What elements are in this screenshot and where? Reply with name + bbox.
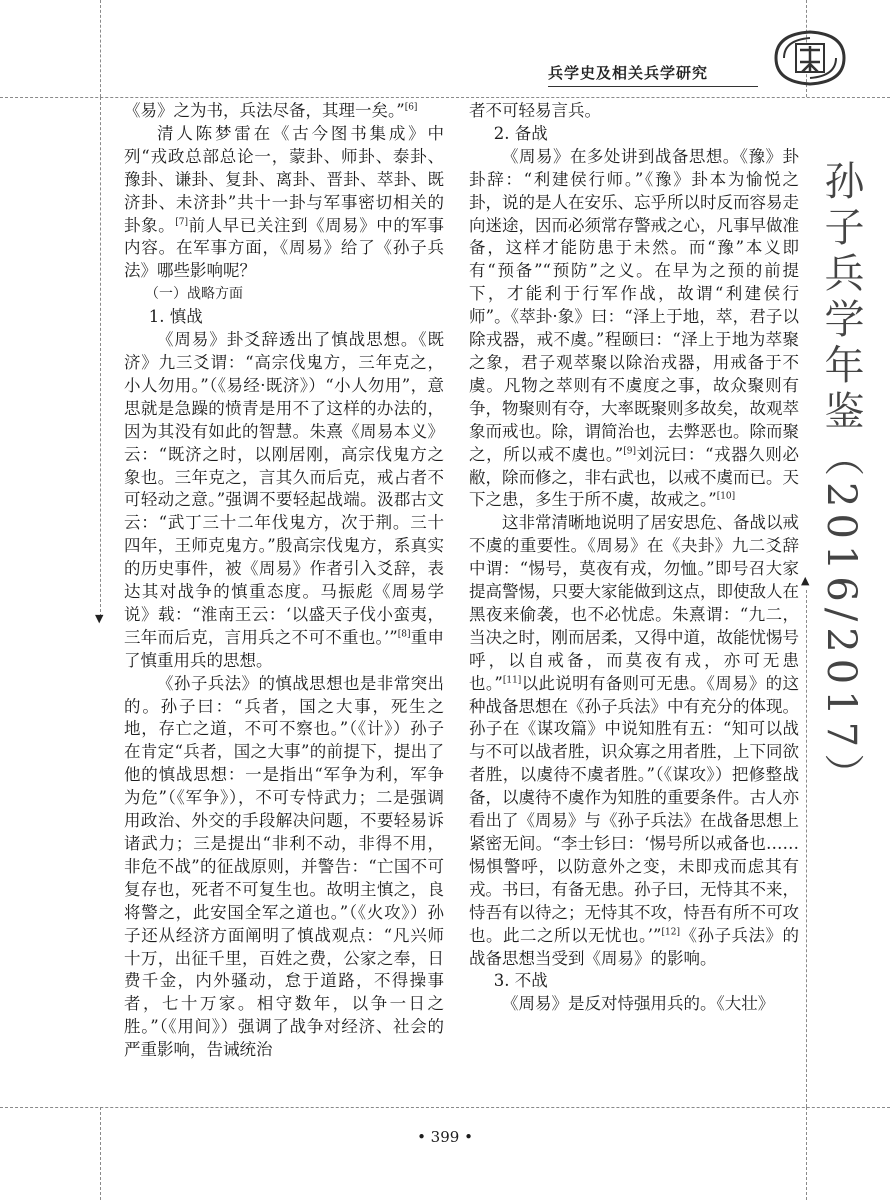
left-column [124,100,444,1062]
subsection-heading: 2. 备战 [493,123,548,143]
yearbook-logo-icon [770,28,850,88]
paragraph: 清人陈梦雷在《古今图书集成》中列“戎政总部总论一，蒙卦、师卦、泰卦、豫卦、谦卦、复卦、离卦、晋卦、萃卦、既济卦、未济卦”共十一卦与军事密切相关的卦象。[7]前人早已关注到《周易》中的军事内容。在军事方面，《周易》给了《孙子兵法》哪些影响呢？ [124,123,445,281]
up-triangle-icon: ▲ [801,574,810,587]
paragraph: 《周易》在多处讲到战备思想。《豫》卦卦辞：“利建侯行师。”《豫》卦本为愉悦之卦，说的是人在安乐、忘乎所以时反而容易走向迷途，因而必须常存警戒之心，凡事早做准备，这样才能防患于未然。而“豫”本义即有“预备”“预防”之义。在早为之预的前提下，才能利于行军作战，故谓“利建侯行师”。《萃卦·象》曰：“泽上于地，萃，君子以除戎器，戒不虞。”程颐曰：“泽上于地为萃聚之象，君子观萃聚以除治戎器，用戒备于不虞。凡物之萃则有不虞度之事，故众聚则有争，物聚则有夺，大率既聚则多故矣，故观萃象而戒也。除，谓简治也，去弊恶也。除而聚之，所以戒不虞也。”[9]刘沅曰：“戎器久则必敝，除而修之，非右武也，以戒不虞而已。天下之患，多生于所不虞，故戒之。”[10] [469,146,800,510]
right-dashed-rule-lower [806,1107,807,1200]
header-rule [548,86,758,87]
running-header: 兵学史及相关兵学研究 [548,64,709,82]
left-margin-guide [100,97,101,617]
paragraph: 《易》之为书，兵法尽备，其理一矣。”[6] [124,101,418,120]
right-column [469,100,799,1016]
paragraph: 这非常清晰地说明了居安思危、备战以戒不虞的重要性。《周易》在《夬卦》九二爻辞中谓：“惕号，莫夜有戎，勿恤。”即号召大家提高警惕，只要大家能做到这点，即使敌人在黑夜来偷袭，也不必忧虑。朱熹谓：“九二，当决之时，刚而居柔，又得中道，故能忧惕号呼，以自戒备，而莫夜有戎，亦可无患也。”[11]以此说明有备则可无患。《周易》的这种战备思想在《孙子兵法》中有充分的体现。孙子在《谋攻篇》中说知胜有五：“知可以战与不可以战者胜，识众寡之用者胜，上下同欲者胜，以虞待不虞者胜。”（《谋攻》）把修整战备，以虞待不虞作为知胜的重要条件。古人亦看出了《周易》与《孙子兵法》在战备思想上紧密无间。“李士钐曰：‘惕号所以戒备也……惕惧警呼，以防意外之变，未即戎而虑其有戎。书曰，有备无患。孙子曰，无恃其不来，恃吾有以待之；无恃其不攻，恃吾有所不可攻也。此二之所以无忧也。’”[12]《孙子兵法》的战备思想当受到《周易》的影响。 [469,513,800,968]
subsection-heading: 1. 慎战 [148,307,203,327]
side-title: 孙子兵学年鉴（2016/2017） [818,160,864,800]
paragraph: 《孙子兵法》的慎战思想也是非常突出的。孙子曰：“兵者，国之大事，死生之地，存亡之道，不可不察也。”（《计》）孙子在肯定“兵者，国之大事”的前提下，提出了他的慎战思想：一是指出“军争为利，军争为危”（《军争》），不可专恃武力；二是强调用政治、外交的手段解决问题，不要轻易诉诸武力；三是提出“非利不动，非得不用，非危不战”的征战原则，并警告：“亡国不可复存也，死者不可复生也。故明主慎之，良将警之，此安国全军之道也。”（《火攻》）孙子还从经济方面阐明了慎战观点：“凡兴师十万，出征千里，百姓之费，公家之奉，日费千金，内外骚动，怠于道路，不得操事者，七十万家。相守数年，以争一日之胜。”（《用间》）强调了战争对经济、社会的严重影响，告诫统治 [124,673,444,1060]
paragraph: 《周易》是反对恃强用兵的。《大壮》 [502,994,775,1014]
page-number: • 399 • [417,1128,473,1146]
left-dashed-rule-lower [100,1107,101,1200]
paragraph: 《周易》卦爻辞透出了慎战思想。《既济》九三爻谓：“高宗伐鬼方，三年克之，小人勿用。”（《易经·既济》）“小人勿用”，意思就是急躁的愤青是用不了这样的办法的，因为其没有如此的智慧。朱熹《周易本义》云：“既济之时，以刚居刚，高宗伐鬼方之象也。三年克之，言其久而后克，戒占者不可轻动之意。”强调不要轻起战端。汲郡古文云：“武丁三十二年伐鬼方，次于荆。三十四年，王师克鬼方。”殷高宗伐鬼方，系真实的历史事件，被《周易》作者引入爻辞，表达其对战争的慎重态度。马振彪《周易学说》载：“淮南王云：‘以盛天子伐小蛮夷，三年而后克，言用兵之不可不重也。’”[8]重申了慎重用兵的思想。 [124,330,445,670]
subsection-heading: 3. 不战 [493,971,548,991]
right-margin-guide [806,590,807,1107]
bottom-dashed-rule [0,1107,890,1108]
down-triangle-icon: ▼ [95,612,104,625]
left-dashed-rule [100,0,101,97]
section-heading: （一）战略方面 [145,286,243,303]
top-dashed-rule [0,97,890,98]
paragraph: 者不可轻易言兵。 [469,101,601,120]
